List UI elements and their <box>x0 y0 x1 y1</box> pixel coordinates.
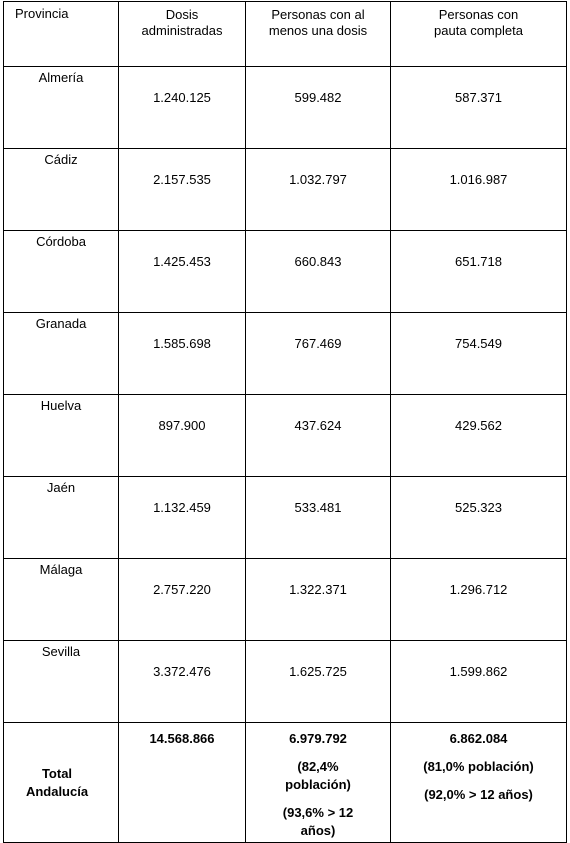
cell-pauta: 429.562 <box>391 395 567 477</box>
total-pauta <box>391 723 567 843</box>
header-pauta-line2: pauta completa <box>434 23 523 38</box>
table-row <box>4 559 567 641</box>
total-una-dosis-12-line2: años) <box>300 823 336 838</box>
total-pauta-value: 6.862.084 <box>449 731 508 746</box>
cell-una-dosis: 660.843 <box>246 231 391 313</box>
cell-una-dosis: 1.322.371 <box>246 559 391 641</box>
cell-dosis: 1.132.459 <box>119 477 246 559</box>
header-una-dosis-line2: menos una dosis <box>268 23 368 38</box>
header-provincia-label: Provincia <box>15 6 69 21</box>
table-row <box>4 641 567 723</box>
total-dosis-value: 14.568.866 <box>149 731 215 746</box>
total-pauta-pct: (81,0% población) <box>423 759 534 774</box>
cell-provincia: Granada <box>4 313 119 395</box>
header-provincia <box>4 2 119 67</box>
total-una-dosis-pct-line2: población) <box>285 777 351 792</box>
header-dosis <box>119 2 246 67</box>
header-una-dosis-line1: Personas con al <box>271 7 365 22</box>
cell-pauta: 754.549 <box>391 313 567 395</box>
cell-una-dosis: 767.469 <box>246 313 391 395</box>
header-row <box>4 2 567 67</box>
header-dosis-line1: Dosis <box>165 7 199 22</box>
total-una-dosis-12-line1: (93,6% > 12 <box>282 805 354 820</box>
cell-pauta: 1.599.862 <box>391 641 567 723</box>
cell-pauta: 1.296.712 <box>391 559 567 641</box>
cell-provincia: Málaga <box>4 559 119 641</box>
table-row <box>4 313 567 395</box>
cell-dosis: 1.240.125 <box>119 67 246 149</box>
cell-pauta: 525.323 <box>391 477 567 559</box>
cell-pauta: 587.371 <box>391 67 567 149</box>
cell-una-dosis: 437.624 <box>246 395 391 477</box>
header-pauta-line1: Personas con <box>438 7 519 22</box>
total-pauta-12: (92,0% > 12 años) <box>424 787 533 802</box>
total-row <box>4 723 567 843</box>
header-dosis-line2: administradas <box>141 23 223 38</box>
cell-dosis: 2.757.220 <box>119 559 246 641</box>
cell-provincia: Jaén <box>4 477 119 559</box>
cell-dosis: 2.157.535 <box>119 149 246 231</box>
cell-una-dosis: 599.482 <box>246 67 391 149</box>
table-row <box>4 149 567 231</box>
cell-dosis: 897.900 <box>119 395 246 477</box>
total-una-dosis-value: 6.979.792 <box>289 731 347 746</box>
cell-provincia: Córdoba <box>4 231 119 313</box>
cell-dosis: 1.585.698 <box>119 313 246 395</box>
cell-provincia: Almería <box>4 67 119 149</box>
cell-una-dosis: 1.032.797 <box>246 149 391 231</box>
cell-provincia: Huelva <box>4 395 119 477</box>
total-una-dosis-pct-line1: (82,4% <box>297 759 339 774</box>
header-una-dosis <box>246 2 391 67</box>
cell-una-dosis: 1.625.725 <box>246 641 391 723</box>
vaccination-table <box>3 1 567 843</box>
table-row <box>4 477 567 559</box>
total-dosis <box>119 723 246 843</box>
cell-provincia: Sevilla <box>4 641 119 723</box>
table-row <box>4 231 567 313</box>
table-row <box>4 67 567 149</box>
total-label-line2: Andalucía <box>25 783 89 799</box>
cell-provincia: Cádiz <box>4 149 119 231</box>
cell-pauta: 651.718 <box>391 231 567 313</box>
cell-una-dosis: 533.481 <box>246 477 391 559</box>
table-row <box>4 395 567 477</box>
cell-dosis: 3.372.476 <box>119 641 246 723</box>
cell-dosis: 1.425.453 <box>119 231 246 313</box>
header-pauta <box>391 2 567 67</box>
total-una-dosis <box>246 723 391 843</box>
total-label <box>4 723 119 843</box>
cell-pauta: 1.016.987 <box>391 149 567 231</box>
total-label-line1: Total <box>41 765 73 781</box>
